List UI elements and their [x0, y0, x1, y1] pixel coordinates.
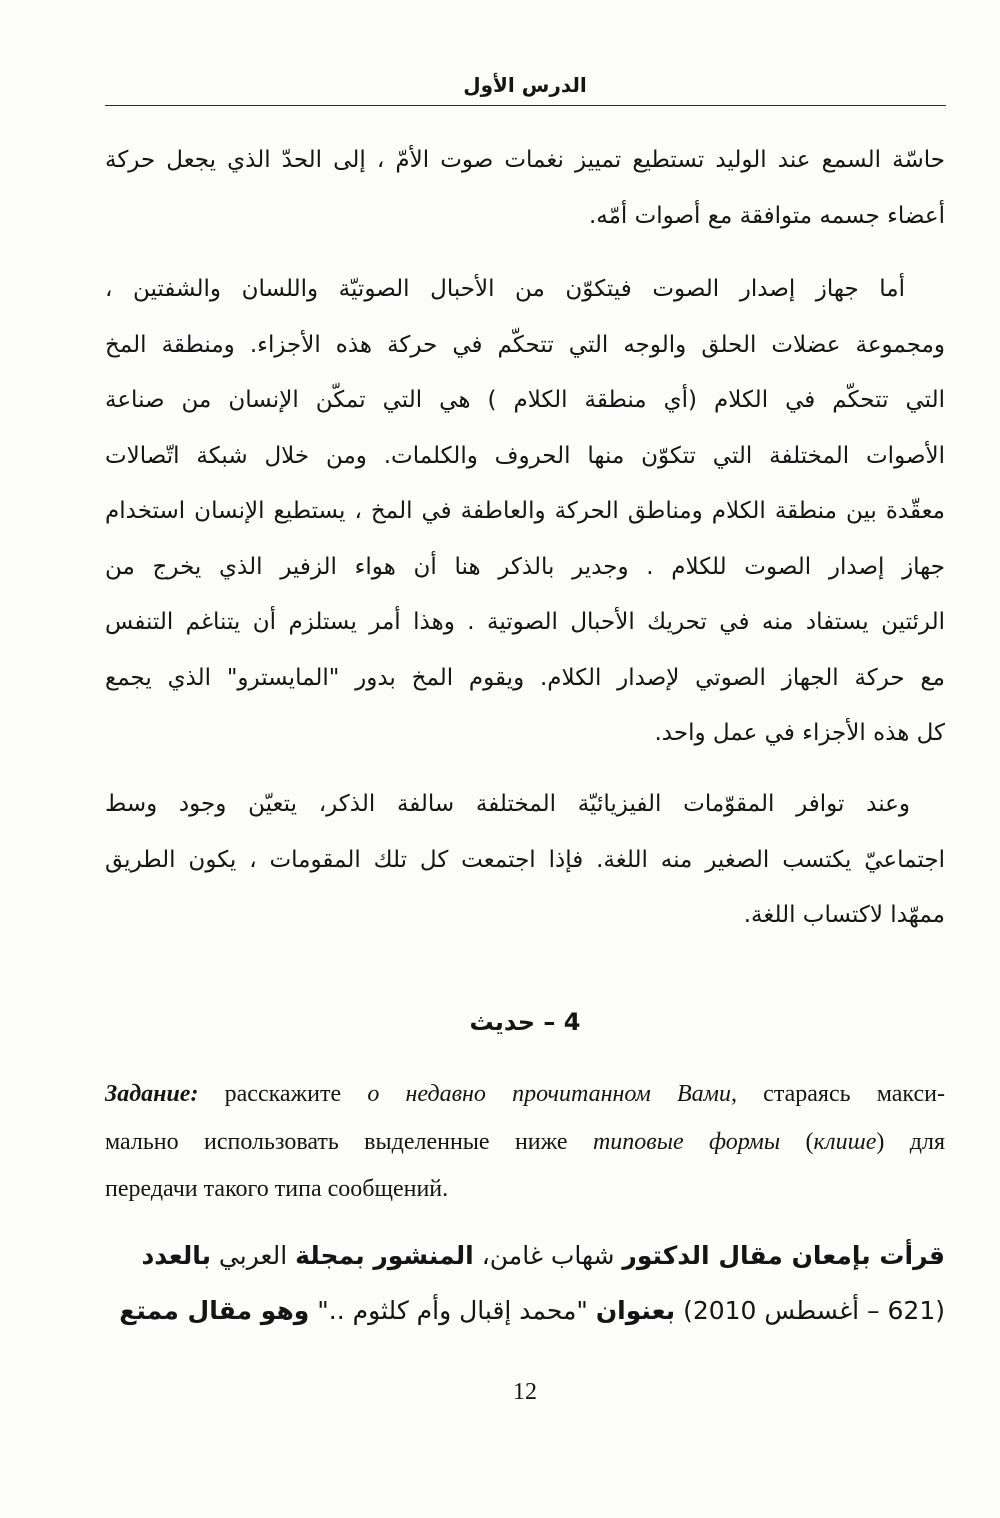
text-run: мально использовать выделенные ниже — [105, 1128, 593, 1155]
text-line — [105, 1166, 945, 1214]
text-run: شهاب غامن، — [473, 1241, 623, 1270]
text-run-italic: типовые формы — [592, 1128, 781, 1155]
text-run-italic: о недавно прочитанном Вами — [367, 1081, 731, 1107]
text-run-bold: المنشور بمجلة — [295, 1241, 474, 1270]
text-line — [105, 1283, 945, 1338]
text-run: расскажите — [198, 1081, 368, 1107]
paragraph-1 — [105, 133, 945, 244]
text-run-bold: بعنوان — [595, 1296, 676, 1325]
text-run-italic: клише — [813, 1128, 877, 1155]
text-line: مع حركة الجهاز الصوتي لإصدار الكلام. ويقوم المخ بدور "المايسترو" الذي يجمع — [105, 664, 945, 691]
task-instructions — [105, 1071, 945, 1214]
text-run: ) для — [876, 1128, 945, 1155]
text-line: أما جهاز إصدار الصوت فيتكوّن من الأحبال الصوتيّة واللسان والشفتين ، — [105, 276, 905, 302]
example-text — [105, 1228, 945, 1338]
text-run-bold: وهو مقال ممتع — [119, 1296, 310, 1325]
section-heading: 4 – حديث — [469, 1008, 581, 1036]
lesson-title: الدرس الأول — [463, 73, 587, 97]
task-label: Задание: — [105, 1081, 199, 1107]
text-run-bold: قرأت بإمعان مقال الدكتور — [622, 1241, 945, 1270]
text-run: "محمد إقبال وأم كلثوم .." — [309, 1296, 596, 1325]
text-run: (621 – أغسطس 2010) — [675, 1296, 945, 1325]
text-line: الأصوات المختلفة التي تتكوّن منها الحروف والكلمات. ومن خلال شبكة اتّصالات — [105, 442, 945, 469]
text-run: ( — [780, 1128, 814, 1155]
paragraph-2 — [105, 262, 945, 762]
text-line: جهاز إصدار الصوت للكلام . وجدير بالذكر هنا أن هواء الزفير الذي يخرج من — [105, 553, 945, 580]
text-run: передачи такого типа сообщений. — [105, 1176, 449, 1202]
text-line: كل هذه الأجزاء في عمل واحد. — [654, 720, 945, 746]
text-line: اجتماعيّ يكتسب الصغير منه اللغة. فإذا اجتمعت كل تلك المقومات ، يكون الطريق — [105, 846, 945, 873]
text-line: أعضاء جسمه متوافقة مع أصوات أمّه. — [588, 202, 945, 229]
text-run: العربي — [210, 1241, 296, 1270]
text-line: الرئتين يستفاد منه في تحريك الأحبال الصوتية . وهذا أمر يستلزم أن يتناغم التنفس — [105, 609, 945, 635]
text-line: حاسّة السمع عند الوليد تستطيع تمييز نغمات صوت الأمّ ، إلى الحدّ الذي يجعل حركة — [105, 147, 945, 173]
header-divider — [105, 105, 946, 106]
text-line: ومجموعة عضلات الحلق والوجه التي تتحكّم في حركة هذه الأجزاء. ومنطقة المخ — [105, 331, 945, 358]
text-line: معقّدة بين منطقة الكلام ومناطق الحركة والعاطفة في المخ ، يستطيع الإنسان استخدام — [105, 498, 945, 524]
text-run-bold: بالعدد — [141, 1241, 211, 1270]
page-number: 12 — [513, 1379, 537, 1405]
text-line: ممهّدا لاكتساب اللغة. — [743, 902, 945, 928]
text-run: , стараясь макси- — [730, 1081, 945, 1107]
text-line — [105, 1119, 945, 1167]
text-line — [105, 1228, 945, 1283]
text-line — [105, 1071, 945, 1119]
text-line: التي تتحكّم في الكلام (أي منطقة الكلام ) هي التي تمكّن الإنسان من صناعة — [105, 387, 945, 413]
paragraph-3 — [105, 777, 945, 944]
text-line: وعند توافر المقوّمات الفيزيائيّة المختلفة سالفة الذكر، يتعيّن وجود وسط — [105, 791, 910, 817]
